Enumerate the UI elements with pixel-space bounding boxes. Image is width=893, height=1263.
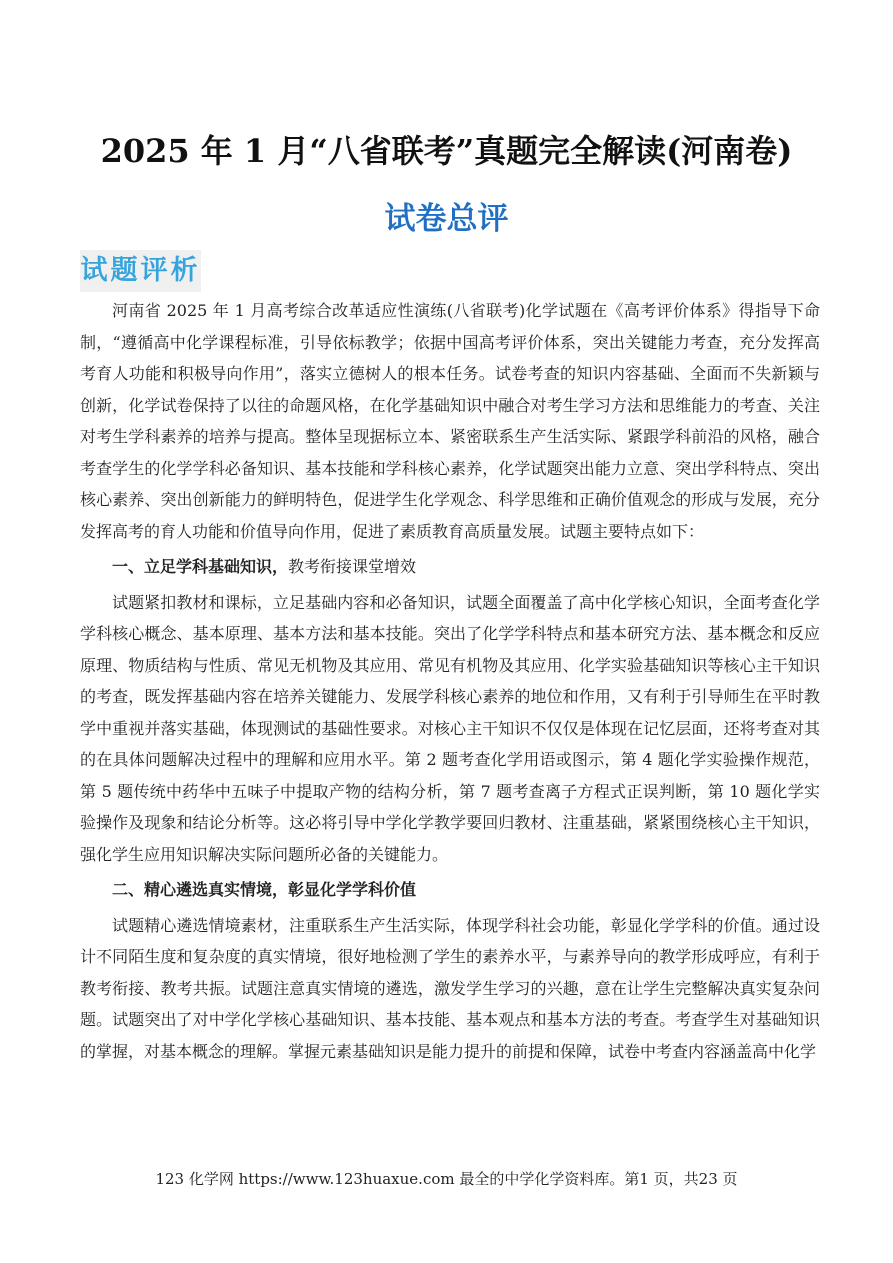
document-title: 2025 年 1 月“八省联考”真题完全解读(河南卷) <box>100 132 793 170</box>
document-body <box>80 295 820 1067</box>
section-heading-2: 二、精心遴选真实情境，彰显化学学科价值 <box>112 880 417 899</box>
section-1-paragraph: 试题紧扣教材和课标，立足基础内容和必备知识，试题全面覆盖了高中化学核心知识，全面考查化学学科核心概念、基本原理、基本方法和基本技能。突出了化学学科特点和基本研究方法、基本概念和反应原理、物质结构与性质、常见无机物及其应用、常见有机物及其应用、化学实验基础知识等核心主干知识的考查，既发挥基础内容在培养关键能力、发展学科核心素养的地位和作用，又有利于引导师生在平时教学中重视并落实基础，体现测试的基础性要求。对核心主干知识不仅仅是体现在记忆层面，还将考查对其的在具体问题解决过程中的理解和应用水平。第 2 题考查化学用语或图示，第 4 题化学实验操作规范，第 5 题传统中药华中五味子中提取产物的结构分析，第 7 题考查离子方程式正误判断，第 10 题化学实验操作及现象和结论分析等。这必将引导中学化学教学要回归教材、注重基础，紧紧围绕核心主干知识，强化学生应用知识解决实际问题所必备的关键能力。 <box>80 592 820 864</box>
section-heading-1-bold: 一、立足学科基础知识， <box>112 557 289 576</box>
intro-paragraph: 河南省 2025 年 1 月高考综合改革适应性演练(八省联考)化学试题在《高考评价体系》得指导下命制，“遵循高中化学课程标准，引导依标教学；依据中国高考评价体系，突出关键能力考查，充分发挥高考育人功能和积极导向作用”，落实立德树人的根本任务。试卷考查的知识内容基础、全面而不失新颖与创新，化学试卷保持了以往的命题风格，在化学基础知识中融合对考生学习方法和思维能力的考查、关注对考生学科素养的培养与提高。整体呈现据标立本、紧密联系生产生活实际、紧跟学科前沿的风格，融合考查学生的化学学科必备知识、基本技能和学科核心素养，化学试题突出能力立意、突出学科特点、突出核心素养、突出创新能力的鲜明特色，促进学生化学观念、科学思维和正确价值观念的形成与发展，充分发挥高考的育人功能和价值导向作用，促进了素质教育高质量发展。试题主要特点如下： <box>80 301 820 541</box>
section-heading-1-plain: 教考衔接课堂增效 <box>288 557 417 576</box>
section-tag <box>80 250 201 292</box>
section-heading-1 <box>80 551 820 583</box>
document-subtitle: 试卷总评 <box>384 201 509 237</box>
page-footer: 123 化学网 https://www.123huaxue.com 最全的中学化学资料库。第1 页，共23 页 <box>155 1170 738 1188</box>
section-2-paragraph: 试题精心遴选情境素材，注重联系生产生活实际，体现学科社会功能，彰显化学学科的价值。通过设计不同陌生度和复杂度的真实情境，很好地检测了学生的素养水平，与素养导向的教学形成呼应，有利于教考衔接、教考共振。试题注意真实情境的遴选，激发学生学习的兴趣，意在让学生完整解决真实复杂问题。试题突出了对中学化学核心基础知识、基本技能、基本观点和基本方法的考查。考查学生对基础知识的掌握，对基本概念的理解。掌握元素基础知识是能力提升的前提和保障，试卷中考查内容涵盖高中化学 <box>80 915 820 1061</box>
section-tag-label: 试题评析 <box>80 255 201 286</box>
